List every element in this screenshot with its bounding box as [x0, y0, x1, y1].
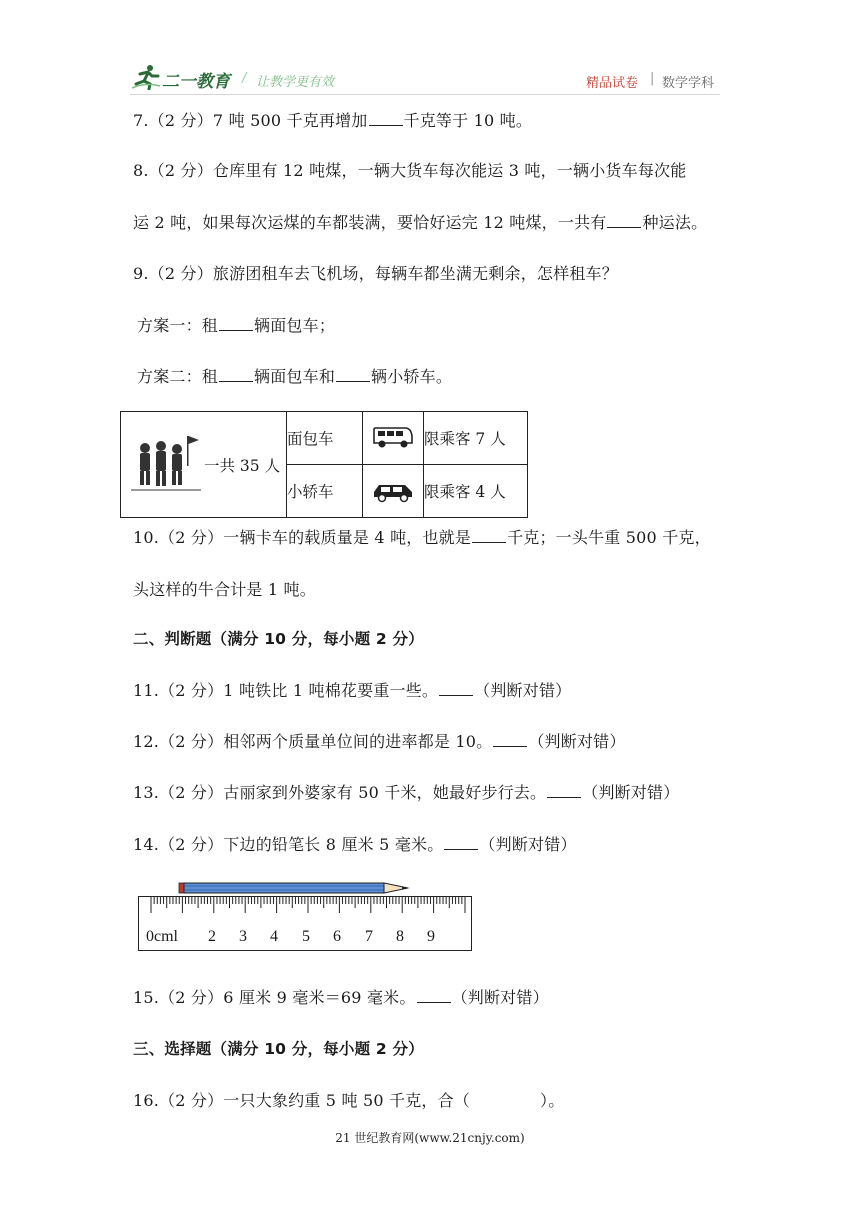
q14-suffix: （判断对错）	[479, 835, 577, 854]
rental-table	[120, 411, 528, 518]
question-9: 9.（2 分）旅游团租车去飞机场，每辆车都坐满无剩余，怎样租车？	[133, 264, 618, 283]
group-cell	[121, 412, 287, 518]
q7-text: 7.（2 分）7 吨 500 千克再增加	[133, 111, 368, 130]
plan2-prefix: 方案二：租	[137, 367, 219, 386]
page-header	[130, 62, 722, 94]
section-2-title: 二、判断题（满分 10 分，每小题 2 分）	[133, 630, 424, 648]
q11-suffix: （判断对错）	[474, 681, 572, 700]
plan2-blank-2[interactable]	[336, 367, 370, 382]
q11-blank[interactable]	[439, 681, 473, 696]
page-footer: 21 世纪教育网(www.21cnjy.com)	[335, 1131, 525, 1145]
plan1-blank[interactable]	[219, 316, 253, 331]
ruler-label: 0cml	[146, 928, 178, 945]
group-total: 一共 35 人	[204, 457, 281, 475]
vehicle-car: 小轿车	[287, 465, 363, 518]
ruler-label: 4	[270, 928, 278, 945]
plan2-suffix: 辆小轿车。	[371, 367, 453, 386]
q10-text: 10.（2 分）一辆卡车的载质量是 4 吨，也就是	[133, 528, 472, 547]
question-7	[133, 108, 532, 131]
car-icon	[371, 489, 415, 507]
q8-blank[interactable]	[607, 213, 641, 228]
q15-blank[interactable]	[417, 988, 451, 1003]
tour-group-icon	[131, 434, 201, 500]
q13-suffix: （判断对错）	[582, 783, 680, 802]
q10-suffix: 千克；一头牛重 500 千克，	[507, 528, 711, 547]
ruler-label: 8	[396, 928, 404, 945]
vehicle-van: 面包车	[287, 412, 363, 465]
q16-text: 16.（2 分）一只大象约重 5 吨 50 千克，合（	[133, 1091, 470, 1110]
question-14	[133, 832, 577, 855]
plan2-mid: 辆面包车和	[254, 367, 336, 386]
logo-text: 二一教育	[162, 72, 230, 92]
question-11	[133, 678, 571, 701]
ruler-label: 5	[302, 928, 310, 945]
ruler-label: 3	[239, 928, 247, 945]
question-16	[133, 1088, 564, 1111]
q14-blank[interactable]	[444, 835, 478, 850]
ruler-label: 9	[427, 928, 435, 945]
q15-suffix: （判断对错）	[451, 988, 549, 1007]
plan1-suffix: 辆面包车；	[254, 316, 336, 335]
plan-2	[137, 364, 452, 387]
plan1-prefix: 方案一：租	[137, 316, 219, 335]
q11-text: 11.（2 分）1 吨铁比 1 吨棉花要重一些。	[133, 681, 439, 700]
q10-blank[interactable]	[472, 528, 506, 543]
plan2-blank-1[interactable]	[219, 367, 253, 382]
q7-blank[interactable]	[369, 111, 403, 126]
q8-suffix: 种运法。	[642, 213, 708, 232]
section-3-title: 三、选择题（满分 10 分，每小题 2 分）	[133, 1040, 424, 1058]
question-10-line2: 头这样的牛合计是 1 吨。	[133, 580, 316, 599]
q7-suffix: 千克等于 10 吨。	[403, 111, 533, 130]
q13-text: 13.（2 分）古丽家到外婆家有 50 千米，她最好步行去。	[133, 783, 547, 802]
header-separator: |	[650, 71, 655, 86]
q14-text: 14.（2 分）下边的铅笔长 8 厘米 5 毫米。	[133, 835, 444, 854]
logo-divider: /	[242, 71, 247, 86]
q16-suffix: ）。	[540, 1091, 565, 1110]
van-limit: 限乘客 7 人	[424, 412, 528, 465]
van-icon-cell	[363, 412, 424, 465]
question-8-line1: 8.（2 分）仓库里有 12 吨煤，一辆大货车每次能运 3 吨，一辆小货车每次能	[133, 161, 687, 180]
subject-label: 数学学科	[662, 76, 715, 91]
q12-suffix: （判断对错）	[528, 732, 626, 751]
q12-blank[interactable]	[493, 732, 527, 747]
ruler-figure	[138, 880, 472, 952]
slogan: 让教学更有效	[256, 75, 335, 90]
pencil-icon	[178, 880, 418, 896]
q15-text: 15.（2 分）6 厘米 9 毫米＝69 毫米。	[133, 988, 416, 1007]
q12-text: 12.（2 分）相邻两个质量单位间的进率都是 10。	[133, 732, 493, 751]
question-10-line1	[133, 525, 711, 548]
ruler-labels	[138, 928, 472, 948]
car-icon-cell	[363, 465, 424, 518]
header-rule	[130, 94, 720, 95]
question-15	[133, 985, 549, 1008]
runner-logo-icon	[132, 64, 160, 94]
quality-badge: 精品试卷	[586, 76, 639, 91]
van-icon	[371, 436, 415, 454]
question-13	[133, 780, 679, 803]
q13-blank[interactable]	[547, 783, 581, 798]
ruler-label: 2	[208, 928, 216, 945]
table-row	[121, 412, 528, 465]
plan-1	[137, 313, 335, 336]
ruler-label: 6	[333, 928, 341, 945]
question-12	[133, 729, 626, 752]
question-8-line2	[133, 210, 707, 233]
q8-text: 运 2 吨，如果每次运煤的车都装满，要恰好运完 12 吨煤，一共有	[133, 213, 607, 232]
ruler-label: 7	[365, 928, 373, 945]
car-limit: 限乘客 4 人	[424, 465, 528, 518]
